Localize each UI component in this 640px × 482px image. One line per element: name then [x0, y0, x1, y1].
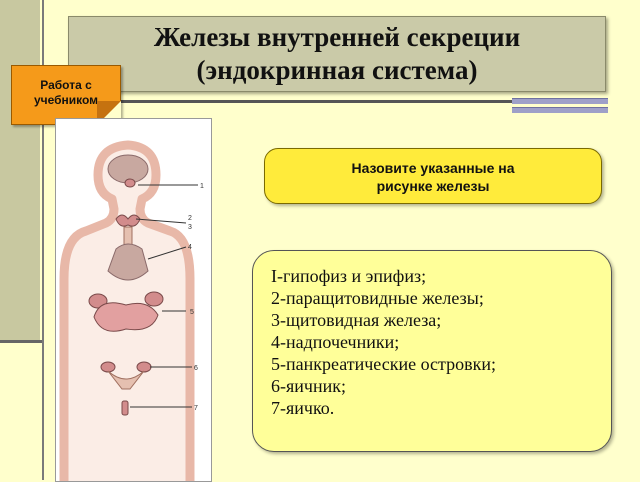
testis	[122, 401, 128, 415]
answers-box	[252, 250, 612, 452]
slide-title-line2: (эндокринная система)	[196, 55, 478, 85]
answer-line-4: 4-надпочечники;	[271, 332, 400, 352]
answer-line-6: 6-яичник;	[271, 376, 346, 396]
figure-label-1: 1	[200, 183, 204, 190]
note-line2: учебником	[33, 93, 99, 107]
decor-bar	[512, 98, 608, 104]
answer-line-3: 3-щитовидная железа;	[271, 310, 442, 330]
left-decor-rule	[0, 340, 44, 343]
figure-label-2: 2	[188, 215, 192, 222]
slide-title	[69, 17, 605, 87]
left-decor-band	[0, 0, 40, 340]
figure-label-7: 7	[194, 405, 198, 412]
decor-bar	[512, 107, 608, 113]
ovary-right	[137, 362, 151, 372]
answer-line-2: 2-паращитовидные железы;	[271, 288, 484, 308]
figure-label-5: 5	[190, 309, 194, 316]
figure-label-4: 4	[188, 244, 192, 251]
answer-line-5: 5-панкреатические островки;	[271, 354, 496, 374]
adrenal-right	[145, 292, 163, 306]
body-diagram	[56, 119, 211, 481]
prompt-line2: рисунке железы	[376, 178, 490, 194]
note-line1: Работа с	[40, 78, 92, 92]
pancreas	[94, 303, 158, 332]
figure-label-3: 3	[188, 224, 192, 231]
prompt-line1: Назовите указанные на	[351, 160, 515, 176]
pituitary-gland	[125, 179, 135, 187]
answer-line-1: I-гипофиз и эпифиз;	[271, 266, 427, 286]
ovary-left	[101, 362, 115, 372]
title-box	[68, 16, 606, 92]
slide-title-line1: Железы внутренней секреции	[153, 22, 521, 52]
decor-bars	[512, 98, 608, 116]
answer-line-7: 7-яичко.	[271, 398, 335, 418]
endocrine-figure	[55, 118, 212, 482]
figure-label-6: 6	[194, 365, 198, 372]
prompt-box	[264, 148, 602, 204]
textbook-note	[11, 65, 121, 125]
